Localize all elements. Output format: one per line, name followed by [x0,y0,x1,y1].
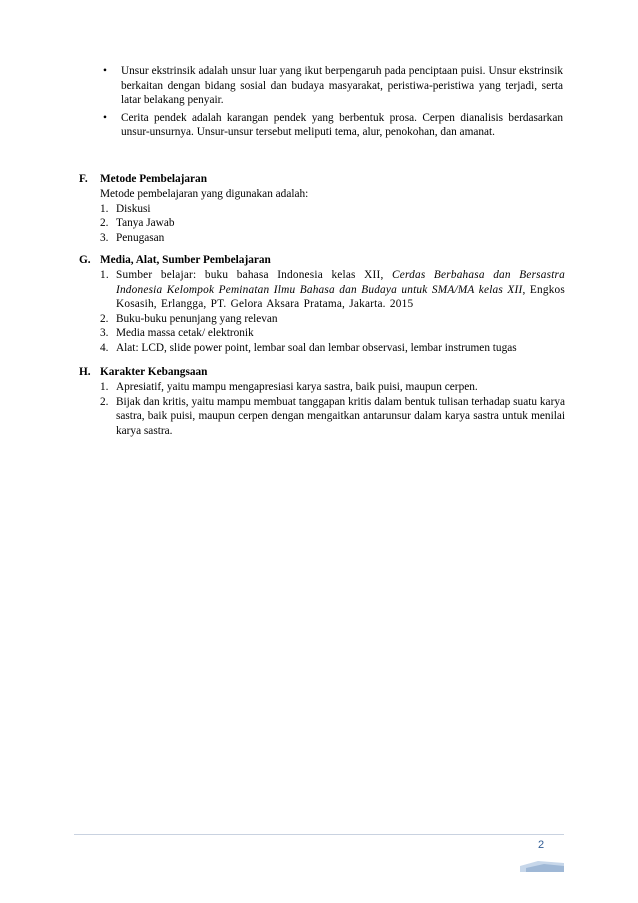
section-title: Media, Alat, Sumber Pembelajaran [100,254,271,266]
section-metode-pembelajaran [79,172,565,245]
list-number: 1. [100,202,109,215]
bullet-icon: • [103,65,107,77]
list-item [100,216,565,231]
list-text: Alat: LCD, slide power point, lembar soal dan lembar observasi, lembar instrumen tugas [116,341,517,354]
list-text: Bijak dan kritis, yaitu mampu membuat tanggapan kritis dalam bentuk tulisan terhadap suatu karya sastra, baik puisi, maupun cerpen dengan mengaitkan antarunsur dalam karya sastra untuk menilai karya sastra. [116,395,565,437]
list-item [100,341,565,356]
section-heading [79,172,565,187]
list-text: Sumber belajar: buku bahasa Indonesia kelas XII, [116,269,392,281]
bullet-text: Unsur ekstrinsik adalah unsur luar yang ikut berpengaruh pada penciptaan puisi. Unsur ekstrinsik berkaitan dengan bidang sosial dan budaya masyarakat, peristiwa-peristiwa yang terjadi, serta latar belakang penyair. [121,65,563,106]
list-text: Buku-buku penunjang yang relevan [116,312,278,325]
list-item [100,268,565,312]
section-karakter-kebangsaan [79,365,565,438]
section-body [100,268,565,355]
bullet-item [98,111,563,140]
list-item [100,395,565,439]
list-text: Media massa cetak/ elektronik [116,327,254,339]
list-number: 1. [100,381,109,393]
section-body [100,187,565,245]
book-title: Cerdas Berbahasa dan Bersastra Indonesia Kelompok Peminatan Ilmu Bahasa dan Budaya untuk SMA/MA kelas XII [116,269,565,296]
bullet-icon: • [103,111,107,124]
list-item [100,380,565,395]
bullet-item [98,64,563,108]
page-number: 2 [538,839,545,851]
list-text: Penugasan [116,231,165,244]
bullet-text: Cerita pendek adalah karangan pendek yang berbentuk prosa. Cerpen dianalisis berdasarkan unsur-unsurnya. Unsur-unsur tersebut meliputi tema, alur, penokohan, dan amanat. [121,111,563,138]
list-item [100,231,565,246]
section-media-alat-sumber [79,253,565,355]
footer-divider [74,834,564,835]
list-number: 2. [100,395,109,408]
section-title: Metode Pembelajaran [100,173,207,185]
section-title: Karakter Kebangsaan [100,366,208,378]
section-letter: H. [79,366,91,378]
list-number: 4. [100,341,109,354]
section-intro: Metode pembelajaran yang digunakan adalah: [100,188,309,200]
list-number: 1. [100,269,109,281]
section-heading [79,365,565,380]
list-text: Diskusi [116,202,151,215]
section-heading [79,253,565,268]
list-number: 3. [100,231,109,244]
list-item [100,312,565,327]
footer-corner-decoration-icon [520,858,564,872]
list-number: 2. [100,217,109,229]
list-number: 3. [100,327,109,339]
section-letter: G. [79,254,91,266]
list-text-suffix: , Engkos Kosasih, Erlangga, PT. Gelora Aksara Pratama, Jakarta. 2015 [116,283,565,310]
section-body [100,380,565,438]
list-item [100,326,565,341]
section-letter: F. [79,173,88,185]
list-text: Apresiatif, yaitu mampu mengapresiasi karya sastra, baik puisi, maupun cerpen. [116,381,478,393]
list-item [100,202,565,217]
list-text: Tanya Jawab [116,217,175,229]
bullet-list [98,64,563,143]
list-number: 2. [100,312,109,325]
